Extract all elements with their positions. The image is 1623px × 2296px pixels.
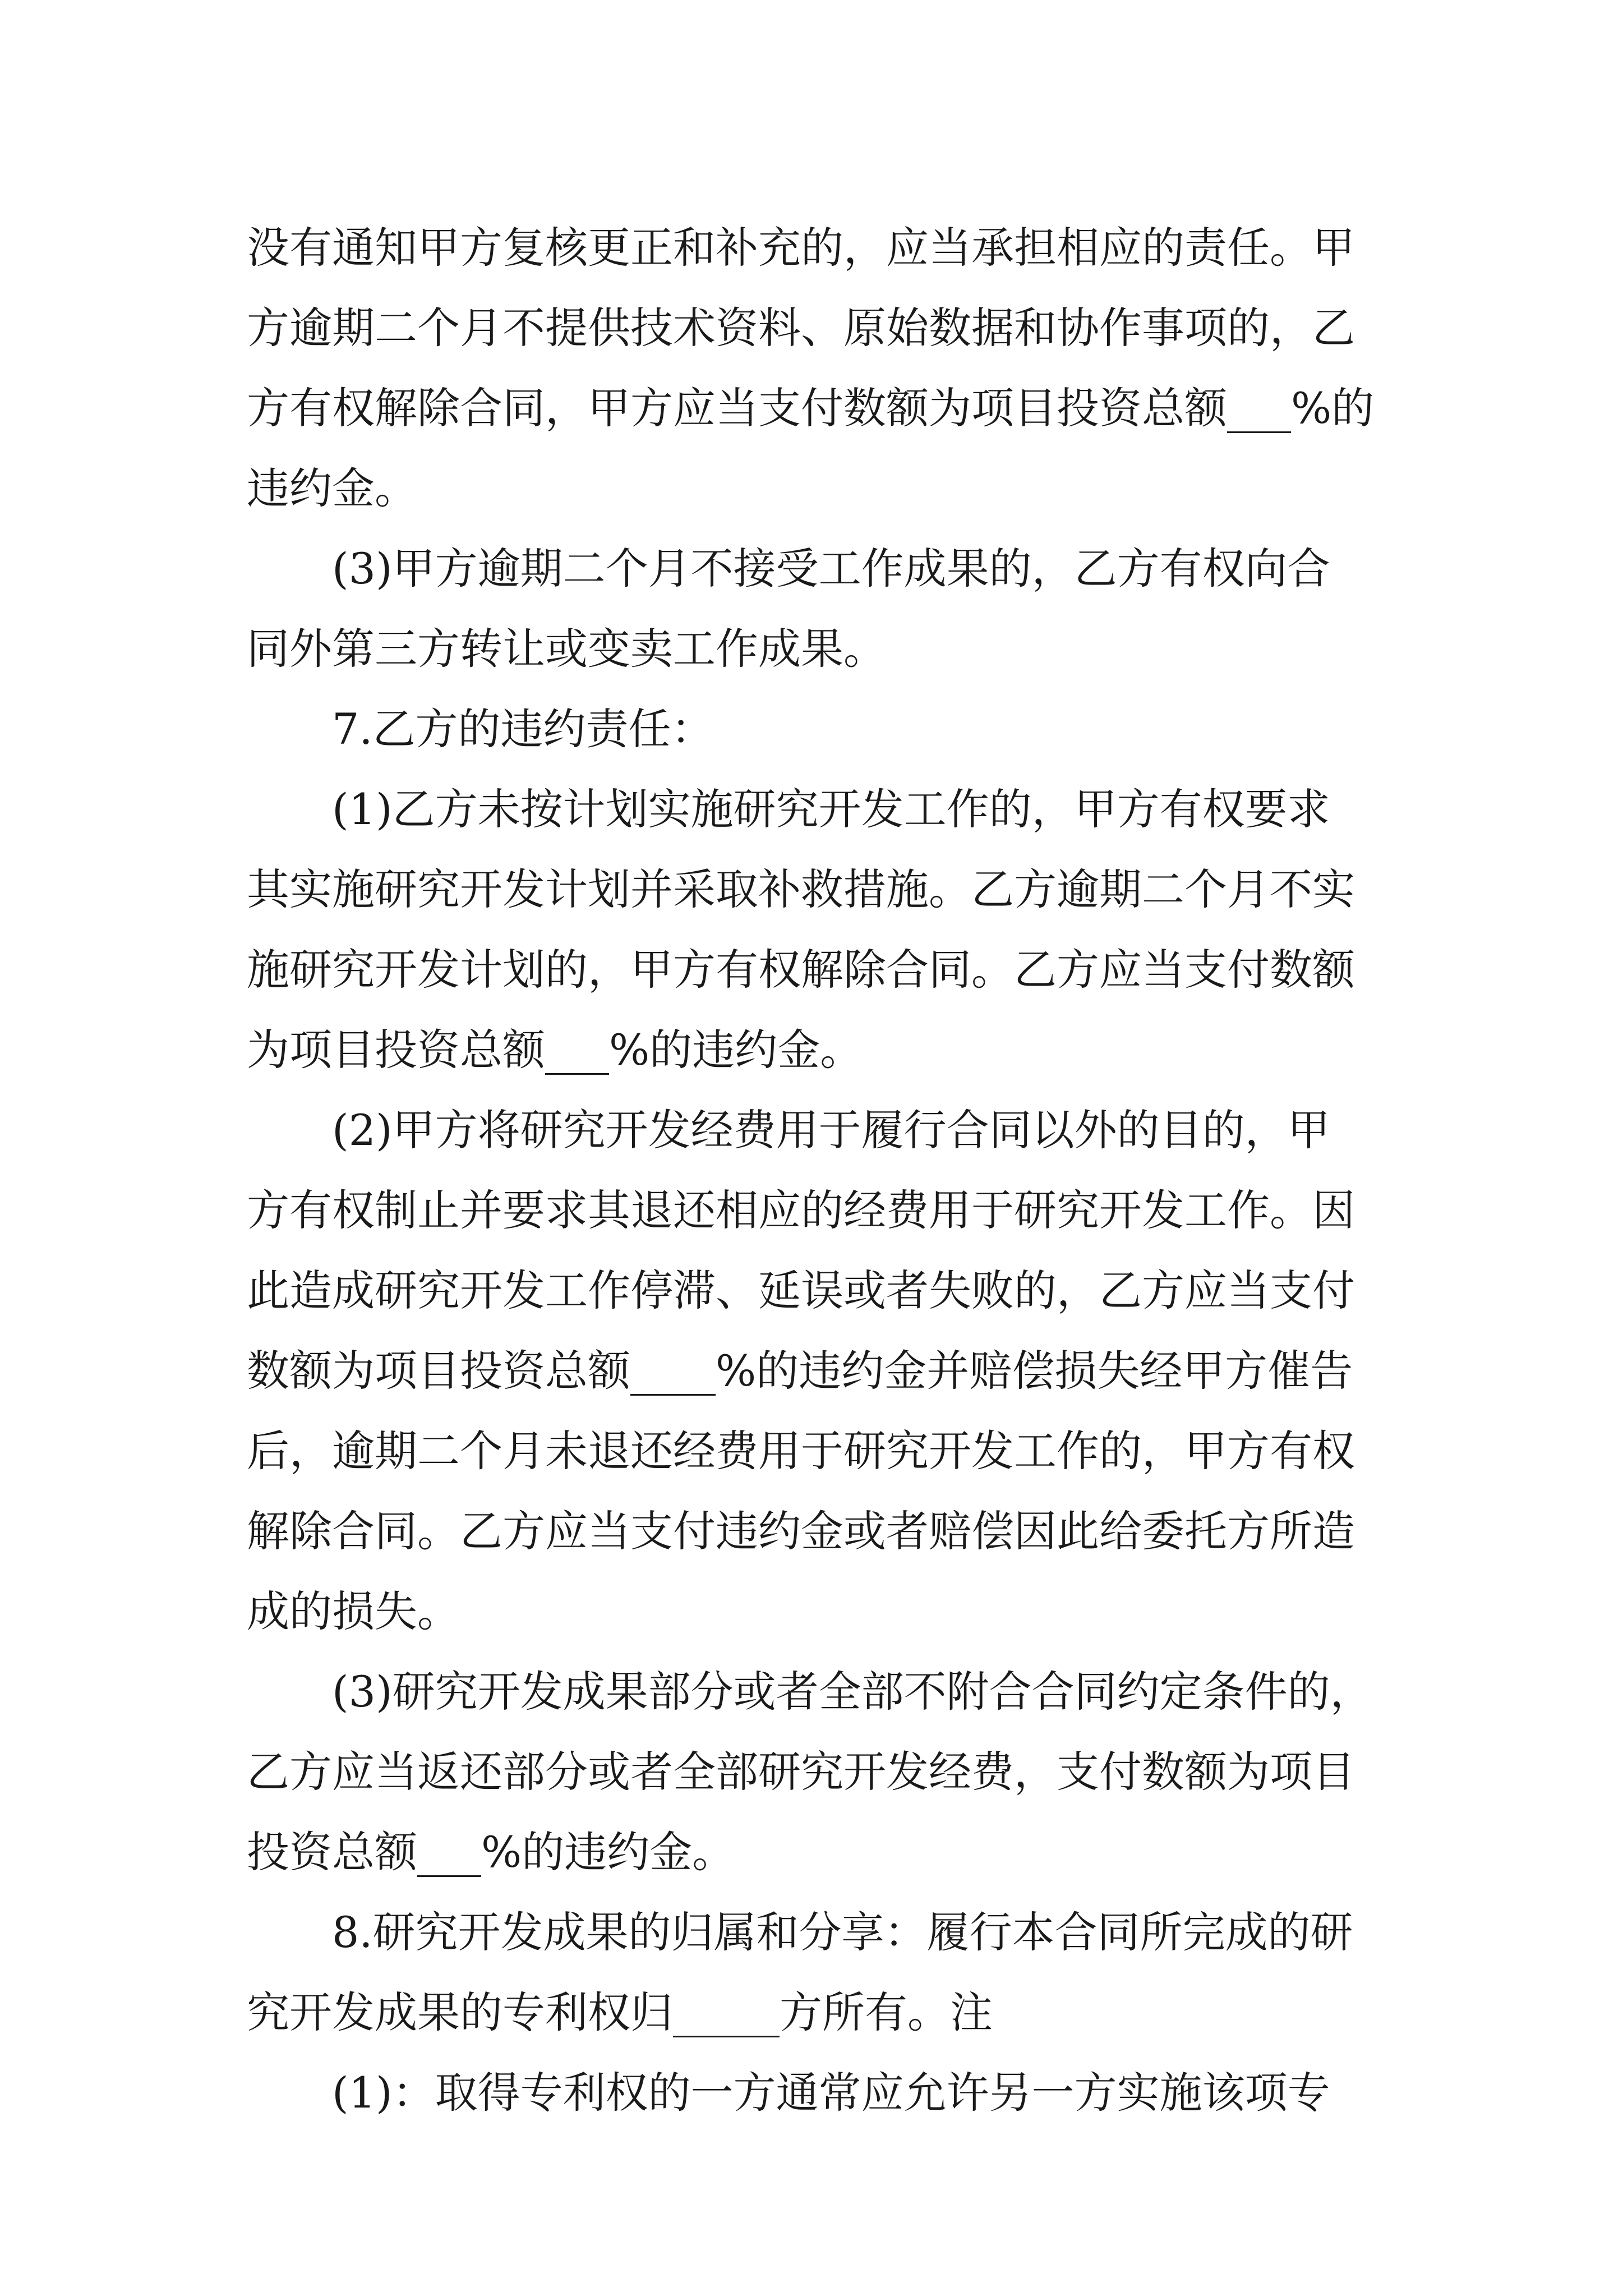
body-line: 此造成研究开发工作停滞、延误或者失败的，乙方应当支付 <box>247 1266 1355 1315</box>
body-line: 方有权解除合同，甲方应当支付数额为项目投资总额___%的 <box>247 383 1375 433</box>
section-7-heading: 7.乙方的违约责任： <box>332 704 714 754</box>
body-line: 究开发成果的专利权归_____方所有。注 <box>247 1987 993 2037</box>
note-1-line: (1)：取得专利权的一方通常应允许另一方实施该项专 <box>332 2068 1330 2118</box>
clause-3-party-b: (3)研究开发成果部分或者全部不附合合同约定条件的， <box>332 1667 1373 1717</box>
body-line: 施研究开发计划的，甲方有权解除合同。乙方应当支付数额 <box>247 945 1355 995</box>
body-line: 其实施研究开发计划并采取补救措施。乙方逾期二个月不实 <box>247 864 1355 914</box>
body-line: 同外第三方转让或变卖工作成果。 <box>247 624 886 674</box>
body-line: 解除合同。乙方应当支付违约金或者赔偿因此给委托方所造 <box>247 1506 1355 1556</box>
clause-3-party-a: (3)甲方逾期二个月不接受工作成果的，乙方有权向合 <box>332 544 1330 593</box>
body-line: 数额为项目投资总额____%的违约金并赔偿损失经甲方催告 <box>247 1346 1353 1396</box>
contract-body-text <box>247 208 1385 2133</box>
section-8-heading: 8.研究开发成果的归属和分享：履行本合同所完成的研 <box>332 1907 1353 1957</box>
clause-1-party-b: (1)乙方未按计划实施研究开发工作的，甲方有权要求 <box>332 784 1330 834</box>
clause-2-party-b: (2)甲方将研究开发经费用于履行合同以外的目的，甲 <box>332 1105 1330 1155</box>
body-line: 后，逾期二个月未退还经费用于研究开发工作的，甲方有权 <box>247 1426 1355 1476</box>
body-line: 投资总额___%的违约金。 <box>247 1827 735 1877</box>
body-line: 违约金。 <box>247 463 417 513</box>
body-line: 方有权制止并要求其退还相应的经费用于研究开发工作。因 <box>247 1185 1355 1235</box>
body-line: 为项目投资总额___%的违约金。 <box>247 1025 863 1075</box>
body-line: 成的损失。 <box>247 1586 460 1636</box>
body-line: 没有通知甲方复核更正和补充的，应当承担相应的责任。甲 <box>247 223 1355 273</box>
body-line: 乙方应当返还部分或者全部研究开发经费，支付数额为项目 <box>247 1747 1355 1797</box>
body-line: 方逾期二个月不提供技术资料、原始数据和协作事项的，乙 <box>247 303 1355 353</box>
